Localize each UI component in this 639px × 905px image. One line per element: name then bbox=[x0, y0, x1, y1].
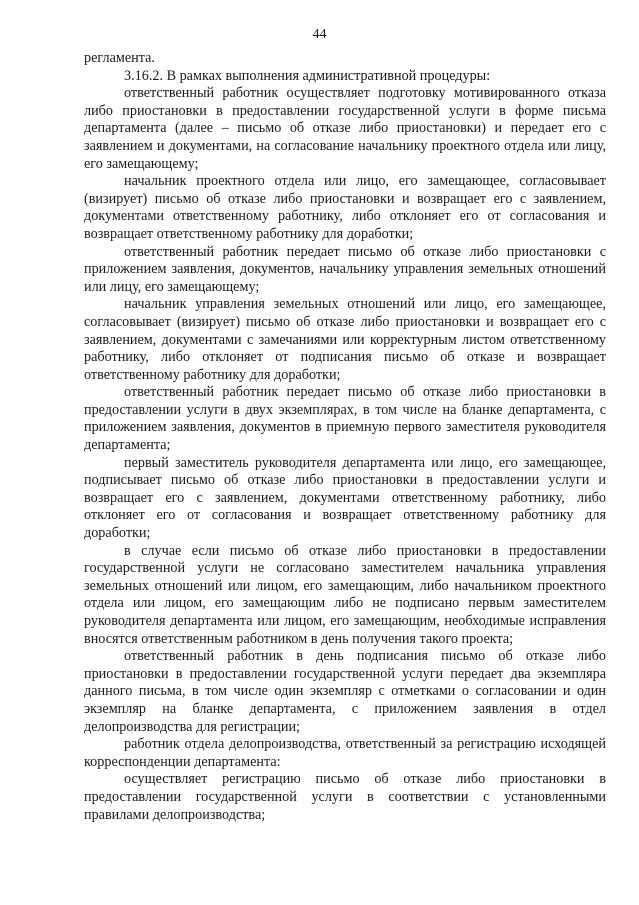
paragraph: регламента. bbox=[84, 50, 155, 66]
paragraph: начальник управления земельных отношений или лицо, его замещающее, согласовывает (визирует) письмо об отказе либо приостановки и возвращает его с заявлением, документами с замечаниями или корректурным листом ответственному работнику, либо отклоняет от подписания письмо об отказе и возвращает ответственному работнику для доработки; bbox=[84, 296, 606, 383]
page-number: 44 bbox=[312, 27, 327, 42]
paragraph: осуществляет регистрацию письмо об отказе либо приостановки в предоставлении государственной услуги в соответствии с установленными правилами делопроизводства; bbox=[84, 771, 606, 823]
paragraph: ответственный работник передает письмо об отказе либо приостановки с приложением заявления, документов, начальнику управления земельных отношений или лицу, его замещающему; bbox=[84, 243, 606, 295]
paragraph: в случае если письмо об отказе либо приостановки в предоставлении государственной услуги не согласовано заместителем начальника управления земельных отношений или лицом, его замещающим, либо начальником проектного отдела или лицом, его замещающим либо не подписано первым заместителем руководителя департамента или лицом, его замещающим, необходимые исправления вносятся ответственным работником в день получения такого проекта; bbox=[84, 542, 606, 647]
paragraph: ответственный работник передает письмо об отказе либо приостановки в предоставлении услуги в двух экземплярах, в том числе на бланке департамента, с приложением заявления, документов в приемную первого заместителя руководителя департамента; bbox=[84, 384, 606, 454]
paragraph: ответственный работник в день подписания письмо об отказе либо приостановки в предоставлении государственной услуги передает два экземпляра данного письма, в том числе один экземпляр с отметками о согласовании и один экземпляр на бланке департамента, с приложением заявления в отдел делопроизводства для регистрации; bbox=[84, 648, 606, 735]
document-body bbox=[84, 50, 606, 824]
paragraph: 3.16.2. В рамках выполнения административной процедуры: bbox=[124, 67, 491, 84]
paragraph: первый заместитель руководителя департамента или лицо, его замещающее, подписывает письмо об отказе либо приостановки в предоставлении услуги и возвращает его с заявлением, документами ответственному работнику, либо отклоняет его от согласования и возвращает ответственному работнику для доработки; bbox=[84, 454, 606, 542]
paragraph: начальник проектного отдела или лицо, его замещающее, согласовывает (визирует) письмо об отказе либо приостановки и возвращает его с заявлением, документами ответственному работнику, либо отклоняет его от согласования и возвращает ответственному работнику для доработки; bbox=[84, 173, 606, 242]
paragraph: работник отдела делопроизводства, ответственный за регистрацию исходящей корреспонденции департамента: bbox=[84, 736, 606, 770]
paragraph: ответственный работник осуществляет подготовку мотивированного отказа либо приостановки в предоставлении государственной услуги в форме письма департамента (далее – письмо об отказе либо приостановки) и передает его с заявлением и документами, на согласование начальнику проектного отдела или лицу, его замещающему; bbox=[84, 85, 606, 172]
